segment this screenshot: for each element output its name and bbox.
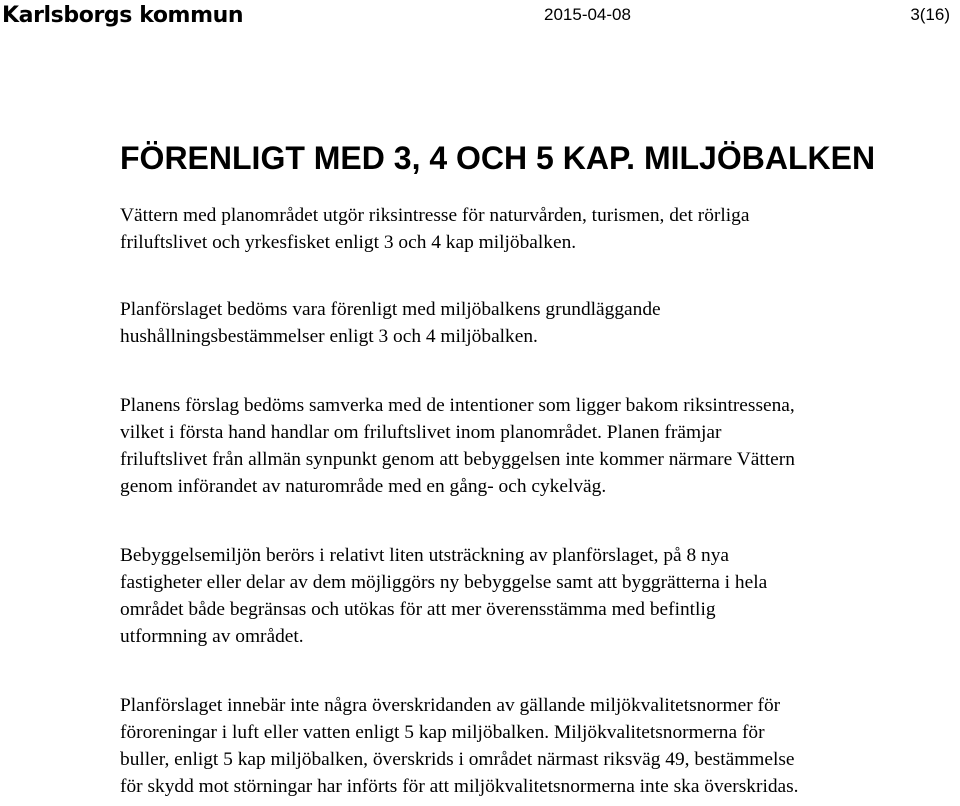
text-line: utformning av området.: [120, 626, 304, 647]
text-line: Planförslaget bedöms vara förenligt med miljöbalkens grundläggande: [120, 299, 661, 320]
paragraph-riksintresse: [120, 202, 749, 256]
paragraph-hushallning: [120, 296, 661, 350]
document-date: 2015-04-08: [544, 5, 631, 24]
text-line: Bebyggelsemiljön berörs i relativt liten utsträckning av planförslaget, på 8 nya: [120, 545, 730, 566]
paragraph-bebyggelsemiljo: [120, 542, 767, 650]
section-heading: FÖRENLIGT MED 3, 4 OCH 5 KAP. MILJÖBALKEN: [120, 140, 876, 176]
paragraph-miljokvalitetsnormer: [120, 692, 799, 800]
text-line: Planförslaget innebär inte några överskridanden av gällande miljökvalitetsnormer för: [120, 695, 781, 716]
text-line: föroreningar i luft eller vatten enligt 5 kap miljöbalken. Miljökvalitetsnormerna för: [120, 722, 765, 743]
text-line: genom införandet av naturområde med en gång- och cykelväg.: [120, 476, 607, 497]
text-line: Vättern med planområdet utgör riksintresse för naturvården, turismen, det rörliga: [120, 205, 750, 226]
page-header: [0, 0, 960, 34]
paragraph-friluftsliv: [120, 392, 795, 500]
municipality-logo: Karlsborgs kommun: [2, 3, 244, 28]
text-line: området både begränsas och utökas för att mer överensstämma med befintlig: [120, 599, 716, 620]
text-line: Planens förslag bedöms samverka med de intentioner som ligger bakom riksintressena,: [120, 395, 795, 416]
text-line: för skydd mot störningar har införts för att miljökvalitetsnormerna inte ska överskridas.: [120, 776, 799, 797]
text-line: hushållningsbestämmelser enligt 3 och 4 miljöbalken.: [120, 326, 538, 347]
text-line: friluftslivet från allmän synpunkt genom att bebyggelsen inte kommer närmare Vättern: [120, 449, 795, 470]
text-line: buller, enligt 5 kap miljöbalken, överskrids i området närmast riksväg 49, bestämmelse: [120, 749, 795, 770]
text-line: vilket i första hand handlar om friluftslivet inom planområdet. Planen främjar: [120, 422, 722, 443]
text-line: friluftslivet och yrkesfisket enligt 3 och 4 kap miljöbalken.: [120, 232, 577, 253]
page-number: 3(16): [910, 5, 950, 24]
text-line: fastigheter eller delar av dem möjliggörs ny bebyggelse samt att byggrätterna i hela: [120, 572, 768, 593]
